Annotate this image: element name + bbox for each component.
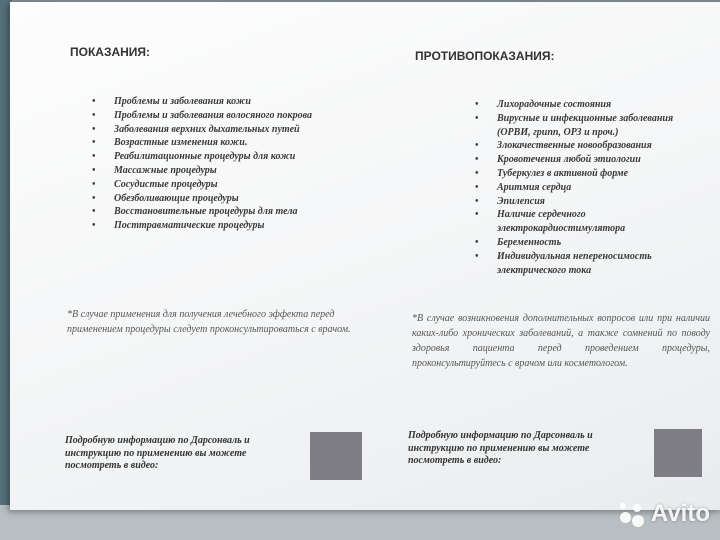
contraindications-note: *В случае возникновения дополнительных вопросов или при наличии каких-либо хронических заболеваний, а также сомнений по поводу здоровья пациента перед проведением процедуры, проконсультируйтесь с врачом или косметологом.	[412, 313, 710, 369]
list-item: • Аритмия сердца	[475, 181, 675, 195]
list-item: • Злокачественные новообразования	[475, 139, 675, 153]
list-item: • Индивидуальная непереносимость электрического тока	[475, 250, 675, 278]
avito-logo-icon	[618, 500, 646, 528]
list-item: • Сосудистые процедуры	[92, 178, 342, 192]
list-item: • Проблемы и заболевания волосяного покрова	[92, 109, 342, 123]
avito-watermark-text: Avito	[650, 500, 710, 527]
list-item: • Восстановительные процедуры для тела	[92, 205, 342, 219]
list-item: • Эпилепсия	[475, 195, 675, 209]
list-item: • Кровотечения любой этиологии	[475, 153, 675, 167]
indications-list	[92, 95, 342, 233]
indications-title: ПОКАЗАНИЯ:	[70, 45, 151, 59]
list-item: • Вирусные и инфекционные заболевания (ОРВИ, грипп, ОРЗ и проч.)	[475, 112, 675, 140]
list-item: • Возрастные изменения кожи.	[92, 136, 342, 150]
list-item: • Беременность	[475, 236, 675, 250]
background-bottom	[0, 505, 720, 540]
list-item: • Заболевания верхних дыхательных путей	[92, 123, 342, 137]
qr-code-left[interactable]	[310, 432, 362, 480]
list-item: • Туберкулез в активной форме	[475, 167, 675, 181]
contraindications-video-text: Подробную информацию по Дарсонваль и инструкцию по применению вы можете посмотреть в видео:	[408, 430, 593, 466]
list-item: • Посттравматические процедуры	[92, 219, 342, 233]
list-item: • Обезболивающие процедуры	[92, 192, 342, 206]
indications-video-text: Подробную информацию по Дарсонваль и инструкцию по применению вы можете посмотреть в видео:	[65, 435, 250, 471]
list-item: • Лихорадочные состояния	[475, 98, 675, 112]
list-item: • Проблемы и заболевания кожи	[92, 95, 342, 109]
list-item: • Наличие сердечного электрокардиостимулятора	[475, 208, 675, 236]
contraindications-title: ПРОТИВОПОКАЗАНИЯ:	[415, 49, 555, 63]
contraindications-list	[475, 98, 675, 277]
avito-watermark	[618, 500, 710, 528]
qr-code-right[interactable]	[654, 429, 702, 477]
list-item: • Реабилитационные процедуры для кожи	[92, 150, 342, 164]
indications-note: *В случае применения для получения лечебного эффекта перед применением процедуры следует проконсультироваться с врачом.	[67, 309, 351, 335]
document-sheet	[10, 2, 720, 510]
list-item: • Массажные процедуры	[92, 164, 342, 178]
